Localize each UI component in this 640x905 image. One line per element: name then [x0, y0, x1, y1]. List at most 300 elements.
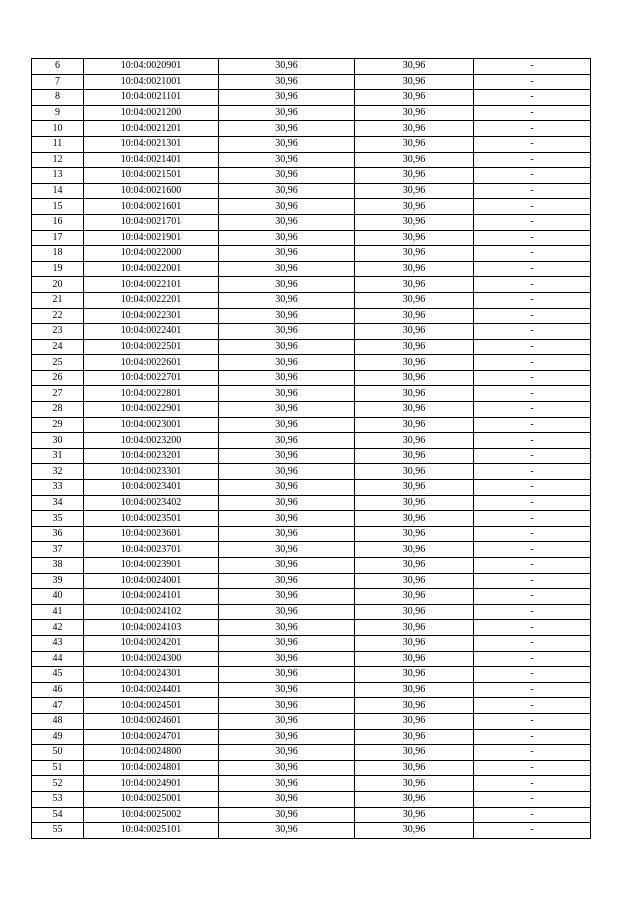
- value-cell: 30,96: [355, 168, 474, 184]
- table-row: [32, 74, 591, 90]
- dash-cell: -: [474, 480, 591, 496]
- dash-cell: -: [474, 261, 591, 277]
- value-cell: 30,96: [355, 698, 474, 714]
- dash-cell: -: [474, 589, 591, 605]
- dash-cell: -: [474, 90, 591, 106]
- table-row: [32, 620, 591, 636]
- dash-cell: -: [474, 246, 591, 262]
- table-row: [32, 776, 591, 792]
- value-cell: 30,96: [219, 417, 355, 433]
- value-cell: 30,96: [355, 745, 474, 761]
- value-cell: 30,96: [355, 136, 474, 152]
- table-row: [32, 417, 591, 433]
- value-cell: 30,96: [219, 105, 355, 121]
- value-cell: 30,96: [219, 791, 355, 807]
- value-cell: 30,96: [219, 635, 355, 651]
- cadastral-number-cell: 10:04:0021601: [84, 199, 219, 215]
- value-cell: 30,96: [355, 121, 474, 137]
- value-cell: 30,96: [219, 59, 355, 75]
- row-number-cell: 6: [32, 59, 84, 75]
- cadastral-number-cell: 10:04:0024701: [84, 729, 219, 745]
- dash-cell: -: [474, 620, 591, 636]
- value-cell: 30,96: [355, 480, 474, 496]
- dash-cell: -: [474, 355, 591, 371]
- table-row: [32, 745, 591, 761]
- row-number-cell: 28: [32, 402, 84, 418]
- table-row: [32, 292, 591, 308]
- table-row: [32, 355, 591, 371]
- value-cell: 30,96: [355, 152, 474, 168]
- row-number-cell: 48: [32, 713, 84, 729]
- value-cell: 30,96: [219, 152, 355, 168]
- value-cell: 30,96: [355, 183, 474, 199]
- row-number-cell: 21: [32, 292, 84, 308]
- row-number-cell: 47: [32, 698, 84, 714]
- table-row: [32, 682, 591, 698]
- dash-cell: -: [474, 698, 591, 714]
- dash-cell: -: [474, 635, 591, 651]
- value-cell: 30,96: [219, 199, 355, 215]
- row-number-cell: 35: [32, 511, 84, 527]
- value-cell: 30,96: [355, 402, 474, 418]
- cadastral-number-cell: 10:04:0021301: [84, 136, 219, 152]
- dash-cell: -: [474, 573, 591, 589]
- dash-cell: -: [474, 105, 591, 121]
- dash-cell: -: [474, 807, 591, 823]
- row-number-cell: 37: [32, 542, 84, 558]
- value-cell: 30,96: [355, 558, 474, 574]
- row-number-cell: 8: [32, 90, 84, 106]
- cadastral-number-cell: 10:04:0021600: [84, 183, 219, 199]
- dash-cell: -: [474, 464, 591, 480]
- table-row: [32, 246, 591, 262]
- dash-cell: -: [474, 59, 591, 75]
- cadastral-number-cell: 10:04:0021401: [84, 152, 219, 168]
- table-row: [32, 402, 591, 418]
- dash-cell: -: [474, 558, 591, 574]
- table-row: [32, 464, 591, 480]
- value-cell: 30,96: [355, 464, 474, 480]
- dash-cell: -: [474, 729, 591, 745]
- value-cell: 30,96: [355, 713, 474, 729]
- row-number-cell: 43: [32, 635, 84, 651]
- value-cell: 30,96: [355, 199, 474, 215]
- cadastral-number-cell: 10:04:0021901: [84, 230, 219, 246]
- table-row: [32, 277, 591, 293]
- table-row: [32, 729, 591, 745]
- value-cell: 30,96: [355, 105, 474, 121]
- cadastral-number-cell: 10:04:0022701: [84, 370, 219, 386]
- row-number-cell: 38: [32, 558, 84, 574]
- value-cell: 30,96: [219, 339, 355, 355]
- value-cell: 30,96: [219, 402, 355, 418]
- value-cell: 30,96: [219, 464, 355, 480]
- value-cell: 30,96: [219, 558, 355, 574]
- dash-cell: -: [474, 526, 591, 542]
- row-number-cell: 42: [32, 620, 84, 636]
- value-cell: 30,96: [219, 667, 355, 683]
- row-number-cell: 16: [32, 214, 84, 230]
- value-cell: 30,96: [219, 823, 355, 839]
- value-cell: 30,96: [355, 261, 474, 277]
- cadastral-number-cell: 10:04:0021501: [84, 168, 219, 184]
- value-cell: 30,96: [219, 90, 355, 106]
- value-cell: 30,96: [219, 183, 355, 199]
- dash-cell: -: [474, 386, 591, 402]
- table-row: [32, 214, 591, 230]
- dash-cell: -: [474, 324, 591, 340]
- dash-cell: -: [474, 433, 591, 449]
- cadastral-number-cell: 10:04:0025101: [84, 823, 219, 839]
- value-cell: 30,96: [355, 355, 474, 371]
- table-row: [32, 698, 591, 714]
- value-cell: 30,96: [219, 760, 355, 776]
- table-row: [32, 511, 591, 527]
- data-table: [31, 58, 591, 839]
- row-number-cell: 13: [32, 168, 84, 184]
- table-row: [32, 230, 591, 246]
- cadastral-number-cell: 10:04:0024601: [84, 713, 219, 729]
- row-number-cell: 26: [32, 370, 84, 386]
- value-cell: 30,96: [219, 261, 355, 277]
- value-cell: 30,96: [219, 448, 355, 464]
- table-row: [32, 542, 591, 558]
- row-number-cell: 40: [32, 589, 84, 605]
- dash-cell: -: [474, 277, 591, 293]
- row-number-cell: 25: [32, 355, 84, 371]
- row-number-cell: 33: [32, 480, 84, 496]
- dash-cell: -: [474, 339, 591, 355]
- table-row: [32, 105, 591, 121]
- row-number-cell: 29: [32, 417, 84, 433]
- value-cell: 30,96: [355, 807, 474, 823]
- cadastral-number-cell: 10:04:0022101: [84, 277, 219, 293]
- cadastral-number-cell: 10:04:0021001: [84, 74, 219, 90]
- cadastral-number-cell: 10:04:0024300: [84, 651, 219, 667]
- cadastral-number-cell: 10:04:0022501: [84, 339, 219, 355]
- row-number-cell: 39: [32, 573, 84, 589]
- value-cell: 30,96: [355, 370, 474, 386]
- table-row: [32, 558, 591, 574]
- value-cell: 30,96: [355, 589, 474, 605]
- table-row: [32, 713, 591, 729]
- value-cell: 30,96: [219, 136, 355, 152]
- cadastral-number-cell: 10:04:0020901: [84, 59, 219, 75]
- value-cell: 30,96: [219, 511, 355, 527]
- cadastral-number-cell: 10:04:0022000: [84, 246, 219, 262]
- cadastral-number-cell: 10:04:0023401: [84, 480, 219, 496]
- row-number-cell: 14: [32, 183, 84, 199]
- row-number-cell: 36: [32, 526, 84, 542]
- dash-cell: -: [474, 183, 591, 199]
- table-row: [32, 261, 591, 277]
- dash-cell: -: [474, 417, 591, 433]
- value-cell: 30,96: [355, 448, 474, 464]
- cadastral-number-cell: 10:04:0024901: [84, 776, 219, 792]
- value-cell: 30,96: [219, 776, 355, 792]
- table-body: [32, 59, 591, 839]
- value-cell: 30,96: [219, 355, 355, 371]
- dash-cell: -: [474, 760, 591, 776]
- cadastral-number-cell: 10:04:0022901: [84, 402, 219, 418]
- value-cell: 30,96: [355, 214, 474, 230]
- table-row: [32, 651, 591, 667]
- dash-cell: -: [474, 745, 591, 761]
- table-row: [32, 573, 591, 589]
- value-cell: 30,96: [219, 682, 355, 698]
- row-number-cell: 52: [32, 776, 84, 792]
- table-row: [32, 308, 591, 324]
- value-cell: 30,96: [355, 90, 474, 106]
- cadastral-number-cell: 10:04:0023001: [84, 417, 219, 433]
- value-cell: 30,96: [219, 74, 355, 90]
- row-number-cell: 53: [32, 791, 84, 807]
- dash-cell: -: [474, 682, 591, 698]
- cadastral-number-cell: 10:04:0024201: [84, 635, 219, 651]
- value-cell: 30,96: [219, 292, 355, 308]
- table-row: [32, 90, 591, 106]
- value-cell: 30,96: [355, 635, 474, 651]
- dash-cell: -: [474, 791, 591, 807]
- value-cell: 30,96: [355, 277, 474, 293]
- table-row: [32, 370, 591, 386]
- value-cell: 30,96: [219, 807, 355, 823]
- row-number-cell: 23: [32, 324, 84, 340]
- value-cell: 30,96: [219, 246, 355, 262]
- cadastral-number-cell: 10:04:0023601: [84, 526, 219, 542]
- row-number-cell: 54: [32, 807, 84, 823]
- row-number-cell: 17: [32, 230, 84, 246]
- cadastral-number-cell: 10:04:0022001: [84, 261, 219, 277]
- cadastral-number-cell: 10:04:0023501: [84, 511, 219, 527]
- value-cell: 30,96: [219, 745, 355, 761]
- dash-cell: -: [474, 121, 591, 137]
- table-row: [32, 121, 591, 137]
- row-number-cell: 24: [32, 339, 84, 355]
- value-cell: 30,96: [355, 495, 474, 511]
- row-number-cell: 18: [32, 246, 84, 262]
- table-row: [32, 604, 591, 620]
- cadastral-number-cell: 10:04:0023901: [84, 558, 219, 574]
- value-cell: 30,96: [355, 59, 474, 75]
- value-cell: 30,96: [219, 277, 355, 293]
- cadastral-number-cell: 10:04:0023402: [84, 495, 219, 511]
- value-cell: 30,96: [355, 682, 474, 698]
- table-row: [32, 199, 591, 215]
- value-cell: 30,96: [219, 526, 355, 542]
- dash-cell: -: [474, 199, 591, 215]
- value-cell: 30,96: [355, 651, 474, 667]
- value-cell: 30,96: [355, 230, 474, 246]
- value-cell: 30,96: [355, 791, 474, 807]
- value-cell: 30,96: [219, 713, 355, 729]
- cadastral-number-cell: 10:04:0022601: [84, 355, 219, 371]
- row-number-cell: 55: [32, 823, 84, 839]
- table-row: [32, 433, 591, 449]
- cadastral-number-cell: 10:04:0024101: [84, 589, 219, 605]
- dash-cell: -: [474, 152, 591, 168]
- row-number-cell: 15: [32, 199, 84, 215]
- cadastral-number-cell: 10:04:0023701: [84, 542, 219, 558]
- dash-cell: -: [474, 402, 591, 418]
- cadastral-number-cell: 10:04:0023301: [84, 464, 219, 480]
- cadastral-number-cell: 10:04:0022801: [84, 386, 219, 402]
- row-number-cell: 32: [32, 464, 84, 480]
- dash-cell: -: [474, 667, 591, 683]
- table-row: [32, 152, 591, 168]
- dash-cell: -: [474, 604, 591, 620]
- dash-cell: -: [474, 776, 591, 792]
- row-number-cell: 45: [32, 667, 84, 683]
- row-number-cell: 11: [32, 136, 84, 152]
- cadastral-number-cell: 10:04:0024102: [84, 604, 219, 620]
- cadastral-number-cell: 10:04:0022201: [84, 292, 219, 308]
- dash-cell: -: [474, 823, 591, 839]
- value-cell: 30,96: [219, 433, 355, 449]
- value-cell: 30,96: [355, 417, 474, 433]
- value-cell: 30,96: [355, 386, 474, 402]
- row-number-cell: 12: [32, 152, 84, 168]
- dash-cell: -: [474, 308, 591, 324]
- dash-cell: -: [474, 448, 591, 464]
- cadastral-number-cell: 10:04:0024800: [84, 745, 219, 761]
- value-cell: 30,96: [355, 526, 474, 542]
- cadastral-number-cell: 10:04:0025001: [84, 791, 219, 807]
- value-cell: 30,96: [355, 74, 474, 90]
- table-row: [32, 760, 591, 776]
- row-number-cell: 44: [32, 651, 84, 667]
- value-cell: 30,96: [355, 292, 474, 308]
- value-cell: 30,96: [219, 495, 355, 511]
- cadastral-number-cell: 10:04:0021200: [84, 105, 219, 121]
- value-cell: 30,96: [355, 308, 474, 324]
- cadastral-number-cell: 10:04:0021701: [84, 214, 219, 230]
- row-number-cell: 27: [32, 386, 84, 402]
- value-cell: 30,96: [219, 698, 355, 714]
- value-cell: 30,96: [219, 651, 355, 667]
- value-cell: 30,96: [219, 729, 355, 745]
- value-cell: 30,96: [355, 776, 474, 792]
- row-number-cell: 7: [32, 74, 84, 90]
- value-cell: 30,96: [355, 339, 474, 355]
- table-row: [32, 807, 591, 823]
- value-cell: 30,96: [355, 511, 474, 527]
- value-cell: 30,96: [219, 620, 355, 636]
- dash-cell: -: [474, 136, 591, 152]
- row-number-cell: 34: [32, 495, 84, 511]
- row-number-cell: 30: [32, 433, 84, 449]
- value-cell: 30,96: [355, 246, 474, 262]
- cadastral-number-cell: 10:04:0024501: [84, 698, 219, 714]
- cadastral-number-cell: 10:04:0022401: [84, 324, 219, 340]
- value-cell: 30,96: [355, 573, 474, 589]
- dash-cell: -: [474, 74, 591, 90]
- cadastral-number-cell: 10:04:0025002: [84, 807, 219, 823]
- table-row: [32, 168, 591, 184]
- cadastral-number-cell: 10:04:0021101: [84, 90, 219, 106]
- value-cell: 30,96: [355, 667, 474, 683]
- dash-cell: -: [474, 292, 591, 308]
- table-row: [32, 386, 591, 402]
- value-cell: 30,96: [219, 480, 355, 496]
- table-row: [32, 589, 591, 605]
- dash-cell: -: [474, 168, 591, 184]
- value-cell: 30,96: [355, 823, 474, 839]
- value-cell: 30,96: [355, 729, 474, 745]
- row-number-cell: 20: [32, 277, 84, 293]
- row-number-cell: 19: [32, 261, 84, 277]
- value-cell: 30,96: [355, 620, 474, 636]
- table-row: [32, 59, 591, 75]
- dash-cell: -: [474, 370, 591, 386]
- cadastral-number-cell: 10:04:0024301: [84, 667, 219, 683]
- row-number-cell: 50: [32, 745, 84, 761]
- value-cell: 30,96: [219, 386, 355, 402]
- row-number-cell: 31: [32, 448, 84, 464]
- table-row: [32, 183, 591, 199]
- row-number-cell: 46: [32, 682, 84, 698]
- table-row: [32, 339, 591, 355]
- dash-cell: -: [474, 542, 591, 558]
- table-row: [32, 495, 591, 511]
- value-cell: 30,96: [355, 760, 474, 776]
- table-row: [32, 136, 591, 152]
- table-row: [32, 526, 591, 542]
- value-cell: 30,96: [219, 573, 355, 589]
- value-cell: 30,96: [219, 308, 355, 324]
- dash-cell: -: [474, 651, 591, 667]
- value-cell: 30,96: [355, 324, 474, 340]
- table-row: [32, 667, 591, 683]
- row-number-cell: 49: [32, 729, 84, 745]
- value-cell: 30,96: [219, 604, 355, 620]
- cadastral-number-cell: 10:04:0021201: [84, 121, 219, 137]
- table-row: [32, 791, 591, 807]
- table-row: [32, 448, 591, 464]
- table-row: [32, 480, 591, 496]
- cadastral-number-cell: 10:04:0024001: [84, 573, 219, 589]
- row-number-cell: 9: [32, 105, 84, 121]
- cadastral-number-cell: 10:04:0024401: [84, 682, 219, 698]
- value-cell: 30,96: [219, 214, 355, 230]
- value-cell: 30,96: [219, 121, 355, 137]
- cadastral-number-cell: 10:04:0022301: [84, 308, 219, 324]
- value-cell: 30,96: [355, 604, 474, 620]
- row-number-cell: 10: [32, 121, 84, 137]
- table-row: [32, 324, 591, 340]
- value-cell: 30,96: [355, 542, 474, 558]
- table-row: [32, 823, 591, 839]
- dash-cell: -: [474, 495, 591, 511]
- dash-cell: -: [474, 511, 591, 527]
- cadastral-number-cell: 10:04:0023200: [84, 433, 219, 449]
- cadastral-number-cell: 10:04:0024103: [84, 620, 219, 636]
- value-cell: 30,96: [219, 230, 355, 246]
- dash-cell: -: [474, 713, 591, 729]
- value-cell: 30,96: [219, 370, 355, 386]
- row-number-cell: 41: [32, 604, 84, 620]
- dash-cell: -: [474, 214, 591, 230]
- value-cell: 30,96: [219, 168, 355, 184]
- value-cell: 30,96: [219, 324, 355, 340]
- table-row: [32, 635, 591, 651]
- value-cell: 30,96: [219, 589, 355, 605]
- value-cell: 30,96: [355, 433, 474, 449]
- row-number-cell: 22: [32, 308, 84, 324]
- row-number-cell: 51: [32, 760, 84, 776]
- cadastral-number-cell: 10:04:0023201: [84, 448, 219, 464]
- value-cell: 30,96: [219, 542, 355, 558]
